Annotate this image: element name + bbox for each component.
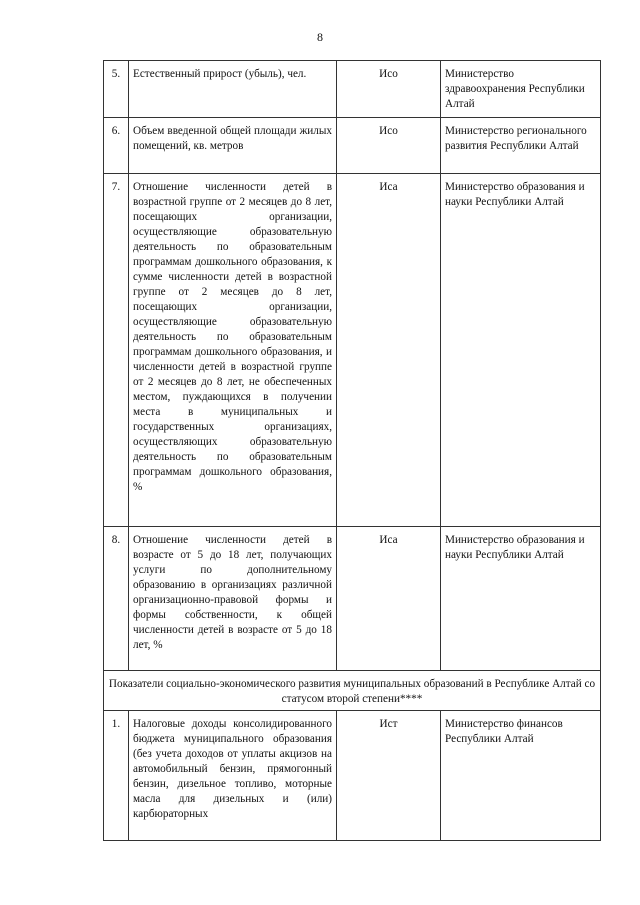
page-number: 8 [317, 30, 323, 44]
indicator-name: Отношение численности детей в возрасте от 5 до 18 лет, получающих услуги по дополнительному образованию в организациях различной организационно-правовой формы и формы собственности, к общей численности детей в возрасте от 5 до 18 лет, % [129, 527, 337, 671]
indicator-code: Исо [337, 118, 441, 174]
indicators-table [103, 60, 601, 841]
table-row [104, 61, 601, 118]
section-header-row [104, 671, 601, 711]
indicator-name: Налоговые доходы консолидированного бюджета муниципального образования (без учета доходов от уплаты акцизов на автомобильный бензин, прямогонный бензин, дизельное топливо, моторные масла для дизельных и (или) карбюраторных [129, 711, 337, 841]
responsible-ministry: Министерство регионального развития Республики Алтай [441, 118, 601, 174]
indicator-code: Исо [337, 61, 441, 118]
indicator-name: Объем введенной общей площади жилых помещений, кв. метров [129, 118, 337, 174]
row-number: 8. [104, 527, 129, 671]
indicator-code: Ист [337, 711, 441, 841]
responsible-ministry: Министерство образования и науки Республики Алтай [441, 527, 601, 671]
section-header: Показатели социально-экономического развития муниципальных образований в Республике Алтай со статусом второй степени**** [104, 671, 601, 711]
table-row [104, 174, 601, 527]
row-number: 5. [104, 61, 129, 118]
responsible-ministry: Министерство образования и науки Республики Алтай [441, 174, 601, 527]
responsible-ministry: Министерство финансов Республики Алтай [441, 711, 601, 841]
row-number: 1. [104, 711, 129, 841]
indicator-name: Отношение численности детей в возрастной группе от 2 месяцев до 8 лет, посещающих организации, осуществляющие образовательную деятельность по образовательным программам дошкольного образования, к сумме численности детей в возрастной группе от 2 месяцев до 8 лет, посещающих организации, осуществляющие образовательную деятельность по образовательным программам дошкольного образования, и численности детей в возрастной группе от 2 месяцев до 8 лет, не обеспеченных местом, пуждающихся в получении места в муниципальных и государственных организациях, осуществляющих образовательную деятельность по образовательным программам дошкольного образования, % [129, 174, 337, 527]
indicator-name: Естественный прирост (убыль), чел. [129, 61, 337, 118]
table-row [104, 527, 601, 671]
responsible-ministry: Министерство здравоохранения Республики Алтай [441, 61, 601, 118]
row-number: 7. [104, 174, 129, 527]
table-row [104, 711, 601, 841]
table-row [104, 118, 601, 174]
row-number: 6. [104, 118, 129, 174]
indicator-code: Иса [337, 527, 441, 671]
indicator-code: Иса [337, 174, 441, 527]
